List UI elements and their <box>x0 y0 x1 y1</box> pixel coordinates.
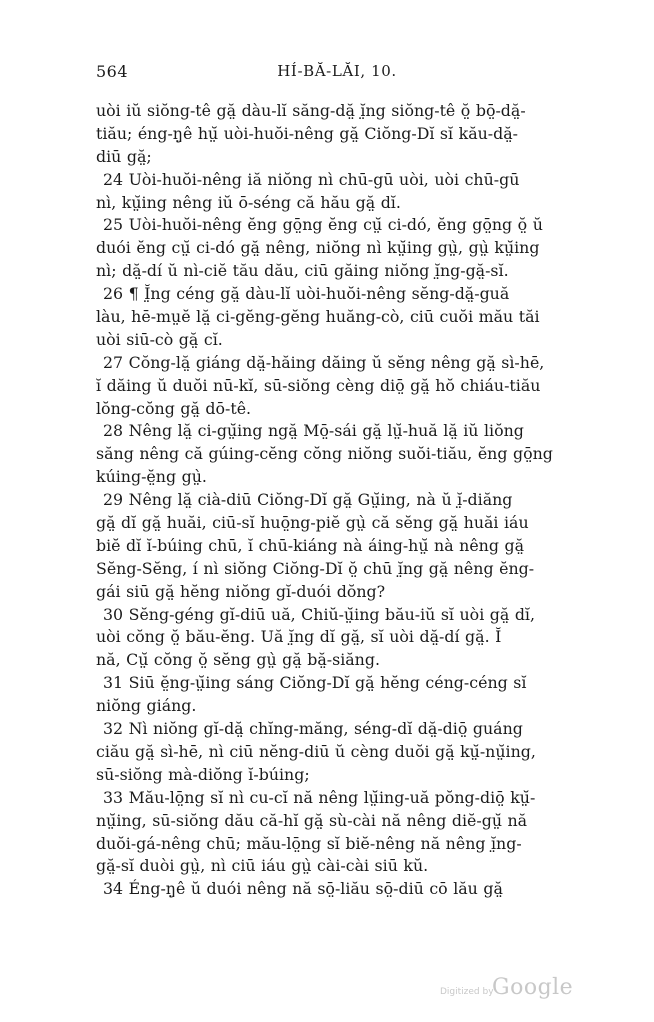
text-line: 25 Uòi-huŏi-nêng ĕng gō̤ng ĕng cṳ̆ ci-dó, ĕng gō̤ng ŏ̤ ŭ <box>103 215 543 235</box>
text-line: diū gă̤; <box>96 146 152 166</box>
text-line: làu, hē-mṳĕ lă̤ ci-gĕng-gĕng huăng-cò, ciū cuŏi mău tăi <box>96 307 540 327</box>
text-line: gái siū gă̤ hĕng niŏng gĭ-duói dŏng? <box>96 581 386 601</box>
text-line: 27 Cŏng-lă̤ giáng dă̤-hăing dăing ŭ sĕng nêng gă̤ sì-hē, <box>103 352 545 372</box>
text-line: 30 Sĕng-géng gĭ-diū uă, Chiŭ-ṳ̆ing bău-iŭ sĭ uòi gă̤ dĭ, <box>103 604 536 624</box>
text-line: 33 Mău-lō̤ng sĭ nì cu-cĭ nă nêng lṳ̆ing-uă pŏng-diō̤ kṳ̆- <box>103 787 536 807</box>
body-text <box>96 100 584 901</box>
text-line: săng nêng că gúing-cĕng cŏng niŏng suŏi-tiău, ĕng gō̤ng <box>96 444 553 464</box>
text-line: 32 Nì niŏng gĭ-dă̤ chĭng-măng, séng-dĭ dă̤-diō̤ guáng <box>103 719 523 739</box>
watermark-caption: Digitized by <box>440 987 494 997</box>
text-line: 34 Éng-ŋ̤ê ŭ duói nêng nă sō̤-liău sō̤-diū cō lău gă̤ <box>103 879 503 899</box>
text-line: niŏng giáng. <box>96 696 197 716</box>
text-line: lŏng-cŏng gă̤ dō-tê. <box>96 398 252 418</box>
text-line: sū-siŏng mà-diŏng ĭ-búing; <box>96 764 310 784</box>
text-line: uòi siū-cò gă̤ cĭ. <box>96 329 223 349</box>
text-line: uòi cŏng ŏ̤ bău-ĕng. Uă ĭ̤ng dĭ gă̤, sĭ uòi dă̤-dí gă̤. Ĭ <box>96 627 502 647</box>
text-line: gă̤ dĭ gă̤ huăi, ciū-sĭ huō̤ng-piĕ gṳ̀ că sĕng gă̤ huăi iáu <box>96 513 529 533</box>
text-line: tiău; éng-ŋ̤ê hṳ̆ uòi-huŏi-nêng gă̤ Ciŏng-Dĭ sĭ kău-dă̤- <box>96 123 518 143</box>
text-line: uòi iŭ siŏng-tê gă̤ dàu-lĭ săng-dă̤ ĭ̤ng siŏng-tê ŏ̤ bō̤-dă̤- <box>96 101 526 120</box>
text-line: ciău gă̤ sì-hē, nì ciū nĕng-diū ŭ cèng duŏi gă̤ kṳ̆-nṳ̆ing, <box>96 741 536 761</box>
text-line: nă, Cṳ̆ cŏng ŏ̤ sĕng gṳ̀ gă̤ bă̤-siăng. <box>96 650 380 670</box>
text-line: duŏi-gá-nêng chū; mău-lō̤ng sĭ biĕ-nêng nă nêng ĭ̤ng- <box>96 833 522 853</box>
text-line: 28 Nêng lă̤ ci-gṳ̆ing ngă̤ Mō̤-sái gă̤ lṳ̆-huă lă̤ iŭ liŏng <box>103 421 524 441</box>
text-line: 26 ¶ Ĭ̤ng céng gă̤ dàu-lĭ uòi-huŏi-nêng sĕng-dă̤-guă <box>103 284 510 304</box>
text-line: duói ĕng cṳ̆ ci-dó gă̤ nêng, niŏng nì kṳ̆ing gṳ̀, gṳ̀ kṳ̆ing <box>96 238 540 258</box>
text-line: 29 Nêng lă̤ cià-diū Ciŏng-Dĭ gă̤ Gṳ̆ing, nà ŭ ĭ̤-diăng <box>103 490 513 510</box>
text-line: kúing-ĕ̤ng gṳ̀. <box>96 467 207 487</box>
digitized-watermark <box>440 975 590 1005</box>
text-line: 31 Siū ĕ̤ng-ṳ̆ing sáng Ciŏng-Dĭ gă̤ hĕng céng-céng sĭ <box>103 673 527 693</box>
page-number: 564 <box>96 62 129 81</box>
text-line: 24 Uòi-huŏi-nêng iă niŏng nì chū-gū uòi, uòi chū-gū <box>103 169 520 189</box>
text-line: gă̤-sĭ duòi gṳ̀, nì ciū iáu gṳ̀ cài-cài siū kŭ. <box>96 856 429 876</box>
watermark-brand: Google <box>492 975 574 1000</box>
text-line: biĕ dĭ ĭ-búing chū, ĭ chū-kiáng nà áing-hṳ̆ nà nêng gă̤ <box>96 535 524 555</box>
text-line: Sĕng-Sĕng, í nì siŏng Ciŏng-Dĭ ŏ̤ chū ĭ̤ng gă̤ nêng ĕng- <box>96 558 535 578</box>
text-line: nṳ̆ing, sū-siŏng dău că-hĭ gă̤ sù-cài nă nêng diĕ-gṳ̆ nă <box>96 810 528 830</box>
running-head: HÍ-BĂ-LĂI, 10. <box>277 62 397 80</box>
text-line: ĭ dăing ŭ duŏi nū-kĭ, sū-siŏng cèng diō̤ gă̤ hŏ chiáu-tiău <box>96 375 541 395</box>
text-line: nì; dă̤-dí ŭ nì-ciĕ tău dău, ciū găing niŏng ĭ̤ng-gă̤-sĭ. <box>96 261 509 281</box>
text-line: nì, kṳ̆ing nêng iŭ ō-séng că hău gă̤ dĭ. <box>96 192 401 212</box>
page-header <box>96 62 578 86</box>
